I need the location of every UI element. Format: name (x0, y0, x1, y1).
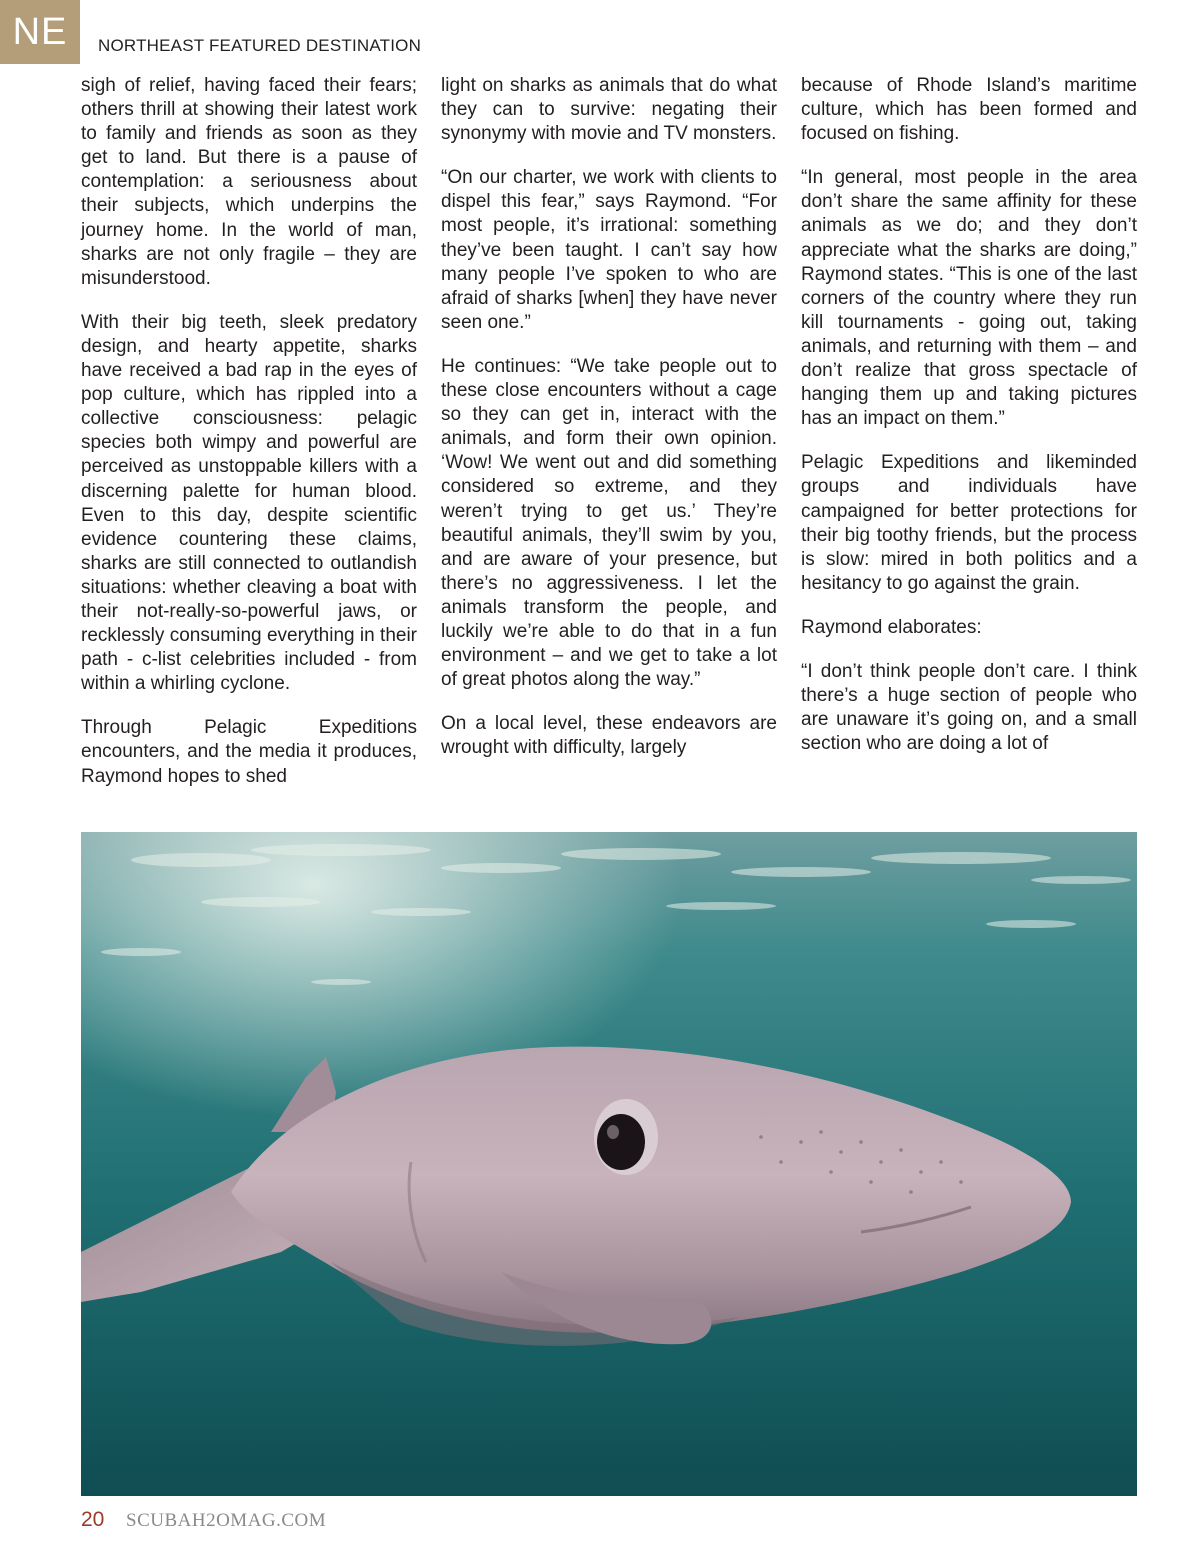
paragraph: because of Rhode Island’s maritime culture, which has been formed and focused on fishing. (801, 75, 1137, 145)
page-number: 20 (81, 1508, 105, 1531)
paragraph: He continues: “We take people out to these close encounters without a cage so they can get in, interact with the animals, and form their own opinion. ‘Wow! We went out and did something considered so extreme, and they weren’t trying to get us.’ They’re beautiful animals, they’ll swim by you, and are aware of your presence, but there’s no aggressiveness. I let the animals transform the people, and luckily we’re able to do that in a fun environment – and we get to take a lot of great photos along the way.” (441, 355, 777, 691)
section-badge: NE (0, 0, 80, 64)
paragraph: On a local level, these endeavors are wrought with difficulty, largely (441, 713, 777, 759)
paragraph: “On our charter, we work with clients to dispel this fear,” says Raymond. “For most people, it’s irrational: something they’ve been taught. I can’t say how many people I’ve spoken to who are afraid of sharks [when] they have never seen one.” (441, 167, 777, 333)
paragraph: sigh of relief, having faced their fears; others thrill at showing their latest work to family and friends as soon as they get to land. But there is a pause of contemplation: a seriousness about their subjects, which underpins the journey home. In the world of man, sharks are not only fragile – they are misunderstood. (81, 75, 417, 289)
paragraph: “In general, most people in the area don’t share the same affinity for these animals as we do; and they don’t appreciate what the sharks are doing,” Raymond states. “This is one of the last corners of the country where they run kill tournaments - going out, taking animals, and returning with them – and don’t realize that gross spectacle of hanging them up and taking pictures has an impact on them.” (801, 167, 1137, 430)
section-title: NORTHEAST FEATURED DESTINATION (98, 36, 422, 55)
article-column-1 (81, 74, 417, 809)
paragraph: light on sharks as animals that do what they can to survive: negating their synonymy with movie and TV monsters. (441, 75, 777, 145)
article-column-2 (441, 74, 777, 780)
paragraph: “I don’t think people don’t care. I think there’s a huge section of people who are unaware it’s going on, and a small section who are doing a lot of (801, 660, 1137, 755)
paragraph: With their big teeth, sleek predatory design, and hearty appetite, sharks have received a bad rap in the eyes of pop culture, which has rippled into a collective consciousness: pelagic species both wimpy and powerful are perceived as unstoppable killers with a discerning palette for human blood. Even to this day, despite scientific evidence countering these claims, sharks are still connected to outlandish situations: whether cleaving a boat with their not-really-so-powerful jaws, or recklessly consuming everything in their path - c-list celebrities included - from within a whirling cyclone. (81, 311, 417, 695)
shark-photo (81, 832, 1137, 1496)
footer-site: SCUBAH2OMAG.COM (126, 1510, 327, 1531)
paragraph: Pelagic Expeditions and likeminded groups and individuals have campaigned for better protections for their big toothy friends, but the process is slow: mired in both politics and a hesitancy to go against the grain. (801, 452, 1137, 594)
article-column-3 (801, 74, 1137, 776)
paragraph: Raymond elaborates: (801, 616, 982, 638)
paragraph: Through Pelagic Expeditions encounters, and the media it produces, Raymond hopes to shed (81, 717, 417, 787)
